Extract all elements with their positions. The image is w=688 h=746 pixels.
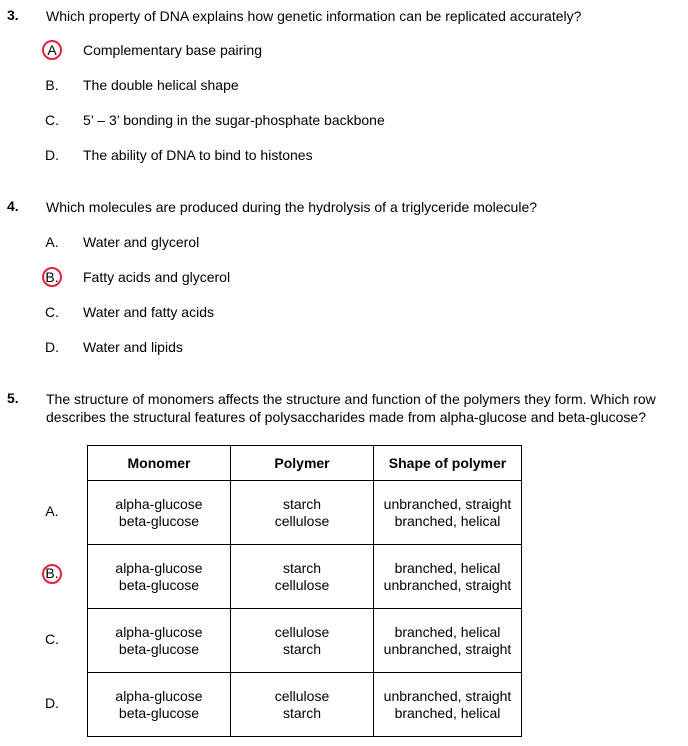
polymer-cell [231, 481, 374, 545]
option-letter[interactable]: D. [45, 339, 59, 355]
cell-line: starch [282, 704, 322, 721]
row-letter[interactable]: B. [45, 565, 59, 581]
cell-line: branched, helical [394, 559, 501, 576]
monomer-cell [88, 609, 231, 673]
option-text[interactable]: The double helical shape [83, 77, 239, 93]
cell-line: alpha-glucose [115, 623, 203, 640]
option-letter[interactable]: C. [45, 304, 59, 320]
cell-line: starch [282, 559, 322, 576]
cell-line: starch [282, 495, 322, 512]
header-shape: Shape of polymer [374, 446, 522, 481]
polymer-cell [231, 609, 374, 673]
option-text[interactable]: Water and glycerol [83, 234, 200, 250]
header-polymer: Polymer [231, 446, 374, 481]
polymer-cell [231, 545, 374, 609]
cell-line: beta-glucose [118, 576, 200, 593]
shape-cell [374, 481, 522, 545]
polymer-cell [231, 673, 374, 737]
cell-line: beta-glucose [118, 512, 200, 529]
cell-line: starch [282, 640, 322, 657]
question-5-text-line2: describes the structural features of polysaccharides made from alpha-glucose and beta-glucose? [46, 409, 646, 425]
monomer-cell [88, 545, 231, 609]
monomer-cell [88, 673, 231, 737]
option-letter[interactable]: B. [45, 77, 59, 93]
row-letter[interactable]: D. [45, 695, 59, 711]
option-text[interactable]: The ability of DNA to bind to histones [83, 147, 313, 163]
option-text[interactable]: Water and fatty acids [83, 304, 214, 320]
question-5-text-line1: The structure of monomers affects the structure and function of the polymers they form. Which row [46, 391, 656, 407]
cell-line: cellulose [274, 576, 330, 593]
cell-line: alpha-glucose [115, 559, 203, 576]
question-3-number: 3. [7, 7, 19, 23]
cell-line: beta-glucose [118, 704, 200, 721]
answer-table [87, 445, 522, 737]
option-text[interactable]: Complementary base pairing [83, 42, 262, 58]
cell-line: branched, helical [394, 704, 501, 721]
cell-line: unbranched, straight [383, 576, 512, 593]
option-letter[interactable]: D. [45, 147, 59, 163]
table-row[interactable] [88, 481, 522, 545]
cell-line: alpha-glucose [115, 495, 203, 512]
table-row[interactable] [88, 673, 522, 737]
cell-line: cellulose [274, 687, 330, 704]
table-header-row [88, 446, 522, 481]
cell-line: branched, helical [394, 512, 501, 529]
table-row[interactable] [88, 545, 522, 609]
monomer-cell [88, 481, 231, 545]
option-letter[interactable]: B. [45, 269, 59, 285]
cell-line: beta-glucose [118, 640, 200, 657]
cell-line: branched, helical [394, 623, 501, 640]
cell-line: alpha-glucose [115, 687, 203, 704]
shape-cell [374, 609, 522, 673]
shape-cell [374, 545, 522, 609]
question-4-text: Which molecules are produced during the hydrolysis of a triglyceride molecule? [46, 199, 538, 215]
cell-line: cellulose [274, 512, 330, 529]
option-text[interactable]: 5’ – 3’ bonding in the sugar-phosphate backbone [83, 112, 385, 128]
option-letter[interactable]: C. [45, 112, 59, 128]
cell-line: unbranched, straight [383, 687, 512, 704]
cell-line: unbranched, straight [383, 495, 512, 512]
question-5-number: 5. [7, 390, 19, 406]
option-text[interactable]: Fatty acids and glycerol [83, 269, 231, 285]
table-row[interactable] [88, 609, 522, 673]
question-4-number: 4. [7, 198, 19, 214]
option-text[interactable]: Water and lipids [83, 339, 183, 355]
option-letter[interactable]: A [47, 42, 57, 58]
shape-cell [374, 673, 522, 737]
option-letter[interactable]: A. [45, 234, 59, 250]
row-letter[interactable]: A. [45, 503, 59, 519]
header-monomer: Monomer [88, 446, 231, 481]
cell-line: unbranched, straight [383, 640, 512, 657]
row-letter[interactable]: C. [45, 631, 59, 647]
cell-line: cellulose [274, 623, 330, 640]
question-3-text: Which property of DNA explains how genetic information can be replicated accurately? [46, 8, 582, 24]
